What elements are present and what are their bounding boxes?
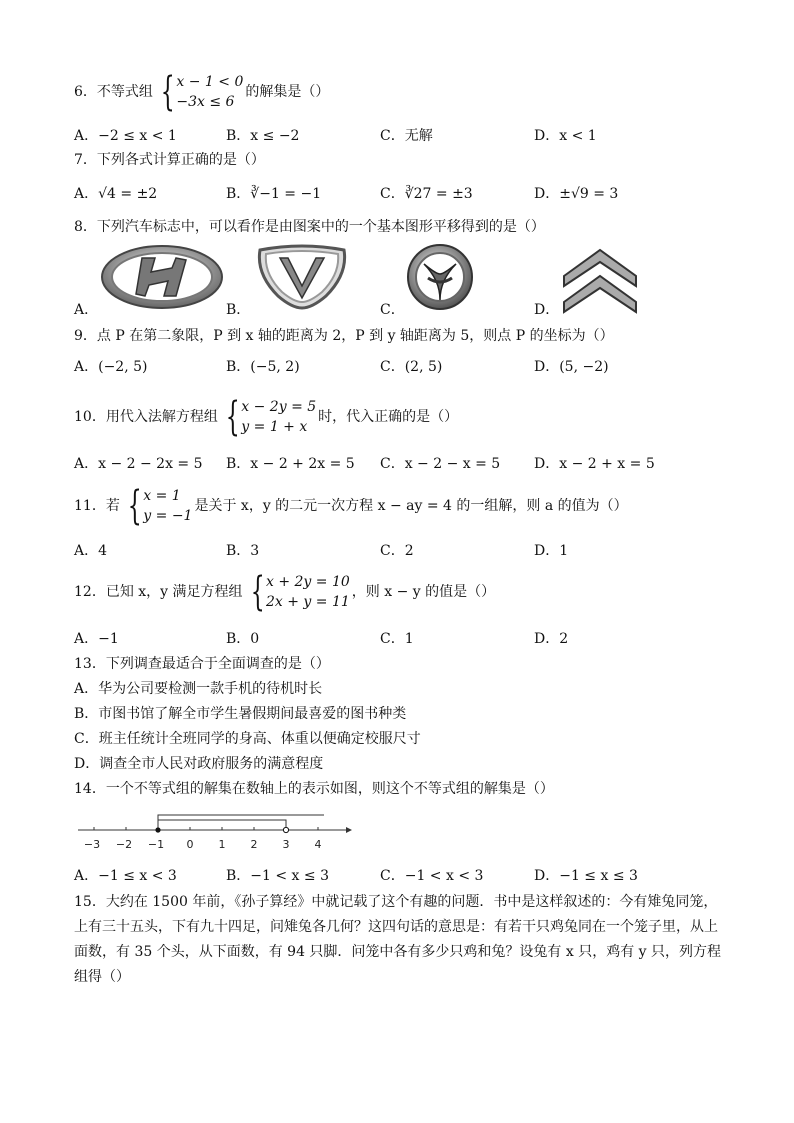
number-line-arrow — [346, 827, 352, 833]
point-minus-1-closed — [155, 827, 160, 832]
q8-option-c[interactable]: C． — [380, 302, 405, 318]
q14-option-a[interactable]: A．−1 ≤ x < 3 — [74, 868, 177, 884]
q10-option-b[interactable]: B．x − 2 + 2x = 5 — [226, 456, 355, 472]
q14-option-d[interactable]: D．−1 ≤ x ≤ 3 — [534, 868, 638, 884]
q10-brace: { — [225, 394, 240, 440]
q12-option-d[interactable]: D．2 — [534, 631, 569, 647]
q10-stem-after: 时，代入正确的是（） — [318, 409, 459, 425]
q9-option-d[interactable]: D．(5, −2) — [534, 359, 609, 375]
tick-label: 0 — [186, 838, 194, 851]
question-7-options — [74, 184, 714, 204]
tick-label: −1 — [147, 838, 165, 851]
q11-system — [122, 483, 193, 529]
q6-eq1: x − 1 < 0 — [176, 74, 244, 90]
q9-option-b[interactable]: B．(−5, 2) — [226, 359, 300, 375]
q11-stem-after: 是关于 x，y 的二元一次方程 x − ay = 4 的一组解，则 a 的值为（） — [194, 498, 628, 514]
q10-option-c[interactable]: C．x − 2 − x = 5 — [380, 456, 501, 472]
tick-label: 4 — [314, 838, 322, 851]
q11-stem-before: 11．若 — [74, 498, 120, 514]
q10-option-d[interactable]: D．x − 2 + x = 5 — [534, 456, 655, 472]
q13-option-a[interactable]: A．华为公司要检测一款手机的待机时长 — [74, 681, 323, 697]
q7-option-d[interactable]: D．±√9 = 3 — [534, 186, 619, 202]
question-14-stem: 14．一个不等式组的解集在数轴上的表示如图，则这个不等式组的解集是（） — [74, 781, 554, 797]
q12-eq2: 2x + y = 11 — [265, 594, 350, 610]
q13-option-b[interactable]: B．市图书馆了解全市学生暑假期间最喜爱的图书种类 — [74, 706, 407, 722]
question-7-stem: 7．下列各式计算正确的是（） — [74, 152, 265, 168]
question-9-options — [74, 357, 714, 377]
q12-option-c[interactable]: C．1 — [380, 631, 414, 647]
tick-label: 2 — [250, 838, 258, 851]
q11-brace: { — [127, 483, 142, 529]
q6-option-d[interactable]: D．x < 1 — [534, 128, 597, 144]
q11-eq1: x = 1 — [143, 488, 181, 504]
number-line — [74, 808, 354, 854]
q14-option-c[interactable]: C．−1 < x < 3 — [380, 868, 484, 884]
question-12-stem — [74, 569, 496, 615]
q7-option-c[interactable]: C．∛27 = ±3 — [380, 186, 473, 202]
q8-option-d[interactable]: D． — [534, 302, 560, 318]
q10-option-a[interactable]: A．x − 2 − 2x = 5 — [74, 456, 203, 472]
question-15-text: 15．大约在 1500 年前，《孙子算经》中就记载了这个有趣的问题．书中是这样叙述的：今有雉兔同笼，上有三十五头，下有九十四足，问雉兔各几何？这四句话的意思是：有若干只鸡兔同在一个笼子里，从上面数，有 35 个头，从下面数，有 94 只脚．问笼中各有多少只鸡和兔？设兔有 x 只，鸡有 y 只，列方程组得（） — [74, 894, 722, 985]
question-13-stem: 13．下列调查最适合于全面调查的是（） — [74, 656, 330, 672]
question-12-options — [74, 629, 714, 649]
question-6-options — [74, 126, 714, 146]
q6-brace: { — [160, 69, 175, 115]
q7-option-b[interactable]: B．∛−1 = −1 — [226, 186, 322, 202]
q10-eq2: y = 1 + x — [241, 419, 308, 435]
q11-option-b[interactable]: B．3 — [226, 543, 260, 559]
question-6-stem — [74, 69, 330, 115]
q8-option-b[interactable]: B． — [226, 302, 251, 318]
tick-label: −3 — [83, 838, 101, 851]
tick-label: −2 — [115, 838, 133, 851]
q11-option-d[interactable]: D．1 — [534, 543, 569, 559]
q8-option-a[interactable]: A． — [74, 302, 99, 318]
q12-stem-after: ，则 x − y 的值是（） — [351, 584, 496, 600]
q11-eq2: y = −1 — [143, 508, 193, 524]
q6-option-a[interactable]: A．−2 ≤ x < 1 — [74, 128, 177, 144]
tick-label: 1 — [218, 838, 226, 851]
q12-eq1: x + 2y = 10 — [265, 574, 350, 590]
q9-option-a[interactable]: A．(−2, 5) — [74, 359, 148, 375]
q6-stem-before: 6．不等式组 — [74, 84, 153, 100]
q10-eq1: x − 2y = 5 — [241, 399, 317, 415]
q6-eq2: −3x ≤ 6 — [176, 94, 235, 110]
q12-option-b[interactable]: B．0 — [226, 631, 260, 647]
question-11-options — [74, 541, 714, 561]
question-8-stem: 8．下列汽车标志中，可以看作是由图案中的一个基本图形平移得到的是（） — [74, 219, 545, 235]
q6-option-b[interactable]: B．x ≤ −2 — [226, 128, 300, 144]
q14-option-b[interactable]: B．−1 < x ≤ 3 — [226, 868, 329, 884]
question-10-stem — [74, 394, 459, 440]
q6-system — [155, 69, 244, 115]
tick-label: 3 — [282, 838, 290, 851]
q10-system — [220, 394, 317, 440]
question-14-options — [74, 866, 714, 886]
q12-stem-before: 12．已知 x，y 满足方程组 — [74, 584, 243, 600]
q11-option-c[interactable]: C．2 — [380, 543, 414, 559]
question-11-stem — [74, 483, 628, 529]
q11-option-a[interactable]: A．4 — [74, 543, 108, 559]
q12-brace: { — [250, 569, 265, 615]
question-9-stem: 9．点 P 在第二象限，P 到 x 轴的距离为 2，P 到 y 轴距离为 5，则点 P 的坐标为（） — [74, 328, 614, 344]
upper-ray — [158, 815, 324, 820]
q13-option-c[interactable]: C．班主任统计全班同学的身高、体重以便确定校服尺寸 — [74, 731, 421, 747]
question-10-options — [74, 454, 714, 474]
q6-option-c[interactable]: C．无解 — [380, 128, 433, 144]
q12-system — [245, 569, 350, 615]
point-3-open — [283, 827, 288, 832]
q12-option-a[interactable]: A．−1 — [74, 631, 119, 647]
q6-stem-after: 的解集是（） — [245, 84, 330, 100]
q10-stem-before: 10．用代入法解方程组 — [74, 409, 218, 425]
question-8-options — [74, 300, 714, 320]
q9-option-c[interactable]: C．(2, 5) — [380, 359, 443, 375]
q7-option-a[interactable]: A．√4 = ±2 — [74, 186, 158, 202]
q13-option-d[interactable]: D．调查全市人民对政府服务的满意程度 — [74, 756, 324, 772]
